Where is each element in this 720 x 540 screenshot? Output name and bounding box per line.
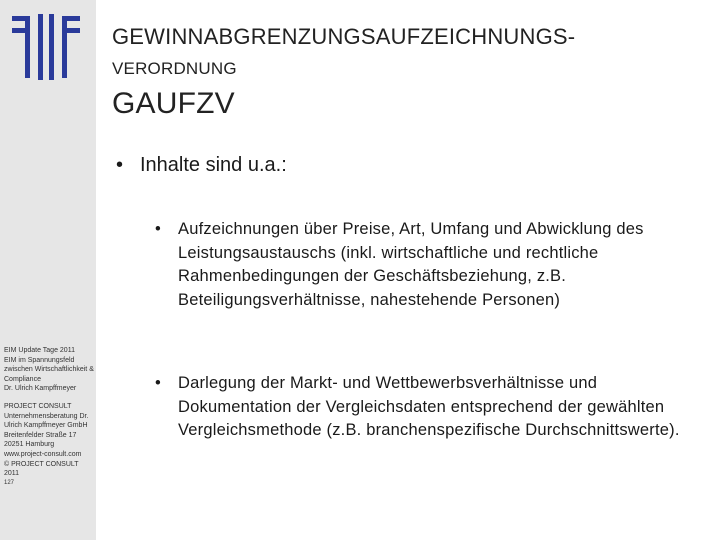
footer-street: Breitenfelder Straße 17: [4, 431, 77, 439]
footer-city: 20251 Hamburg: [4, 441, 55, 449]
footer-copyright: © PROJECT CONSULT 2011: [4, 460, 79, 478]
footer-topic: EIM im Spannungsfeld zwischen Wirtschaftlichkeit & Compliance: [4, 356, 94, 383]
bullet-icon: •: [155, 220, 161, 238]
sub-bullet-1-text: Aufzeichnungen über Preise, Art, Umfang und Abwicklung des Leistungsaustauschs (inkl. wirtschaftliche und rechtliche Rahmenbedingungen der Geschäftsbeziehung, z.B. Beteiligungsverhältnisse, nahestehende Personen): [178, 220, 644, 309]
project-consult-logo-icon: [12, 14, 82, 80]
slide-title: [112, 22, 712, 121]
main-bullet-text: Inhalte sind u.a.:: [140, 154, 287, 176]
page-number: 127: [4, 479, 15, 486]
title-line-2: VERORDNUNG: [112, 59, 237, 78]
footer-event: EIM Update Tage 2011: [4, 347, 75, 354]
sub-bullet-1: [155, 218, 700, 312]
footer-info: [4, 346, 94, 488]
bullet-icon: •: [116, 154, 124, 176]
title-abbreviation: GAUFZV: [112, 87, 235, 120]
sub-bullet-2-text: Darlegung der Markt- und Wettbewerbsverhältnisse und Dokumentation der Vergleichsdaten entsprechend der gewählten Vergleichsmethode (z.B. branchenspezifische Durchschnittswerte).: [178, 374, 680, 439]
bullet-icon: •: [155, 374, 161, 392]
footer-author: Dr. Ulrich Kampffmeyer: [4, 385, 77, 393]
footer-company: PROJECT CONSULT Unternehmensberatung Dr. Ulrich Kampffmeyer GmbH: [4, 402, 89, 430]
title-line-1: GEWINNABGRENZUNGSAUFZEICHNUNGS-: [112, 24, 576, 49]
sub-bullet-2: [155, 372, 700, 443]
footer-website: www.project-consult.com: [4, 450, 82, 458]
main-bullet: [116, 152, 287, 178]
sidebar: [0, 0, 96, 540]
